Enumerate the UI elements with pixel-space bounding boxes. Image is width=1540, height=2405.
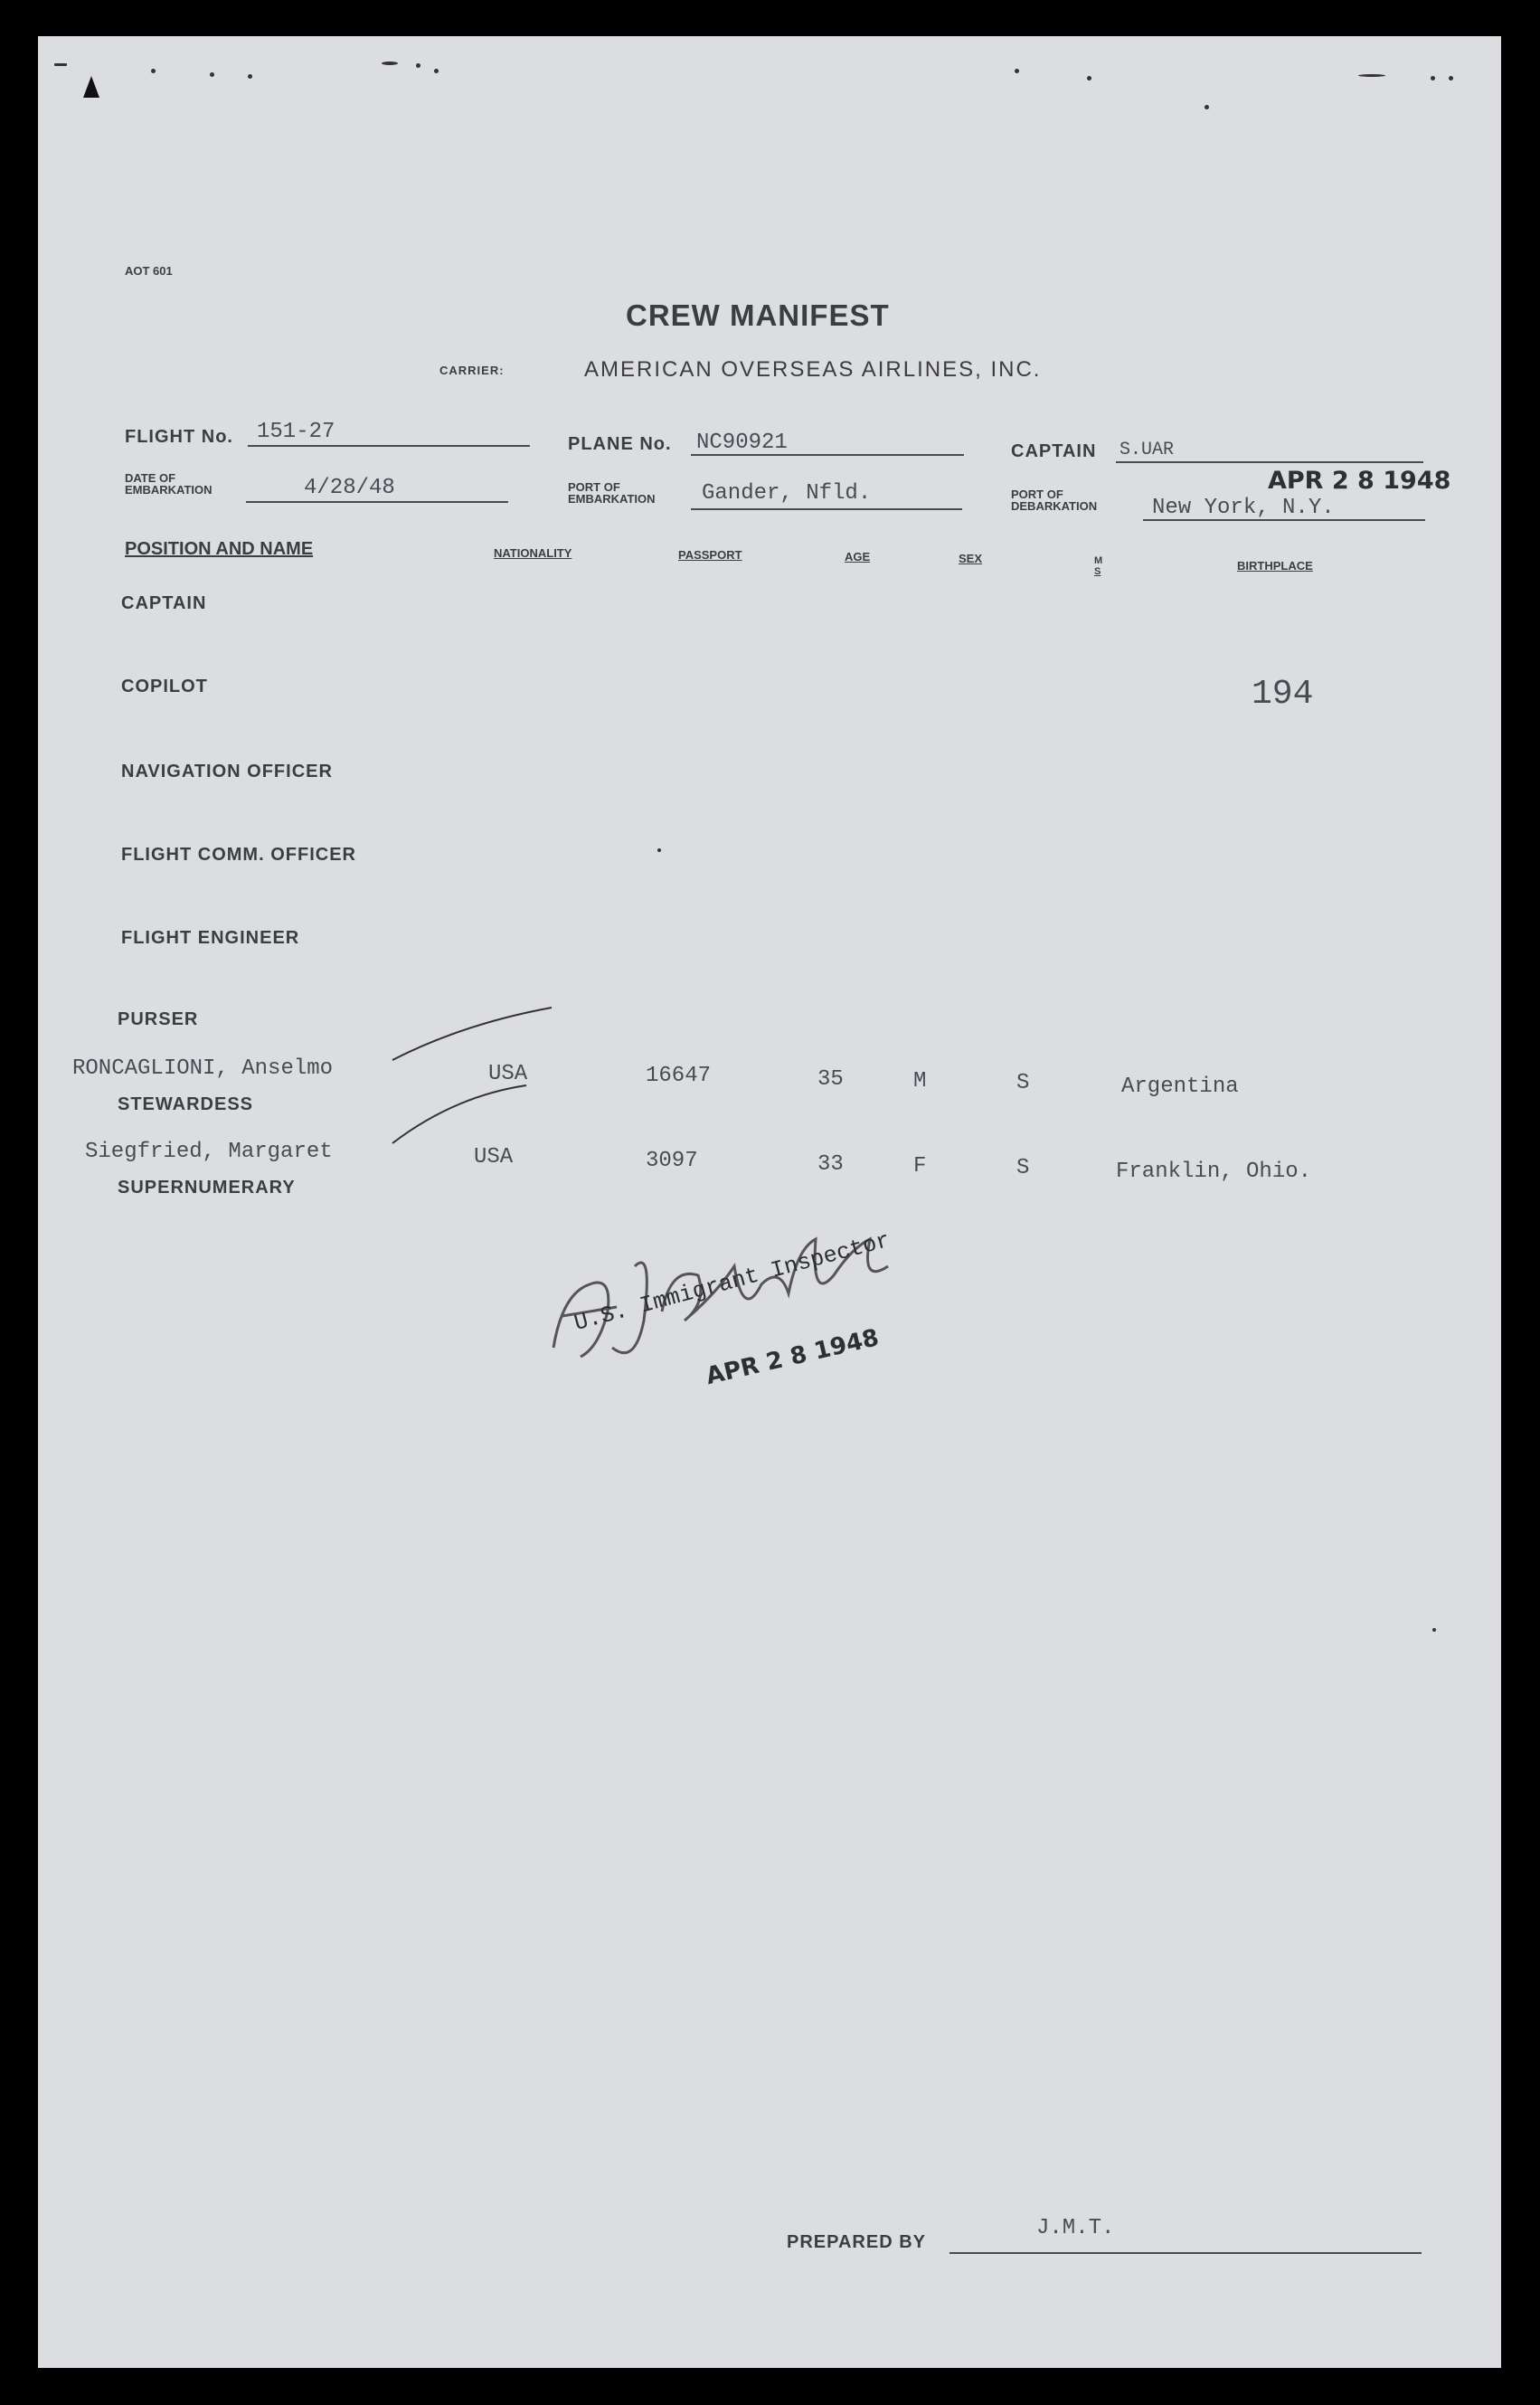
port-embarkation-label-line1: PORT OF [568,480,620,494]
column-header-position-name: POSITION AND NAME [125,539,314,559]
port-embarkation-label [568,481,656,505]
handwritten-arrow-marks [391,1006,562,1150]
port-debarkation-value: New York, N.Y. [1152,496,1335,520]
port-debarkation-label [1011,488,1097,512]
manifest-sheet [38,36,1501,2368]
captain-line [1116,461,1423,463]
flight-number-label: FLIGHT No. [125,427,233,447]
prepared-by-value: J.M.T. [1036,2216,1115,2240]
crew-row-2-marital: S [1016,1156,1030,1180]
position-captain: CAPTAIN [121,593,207,613]
scan-speck [1015,69,1019,73]
port-debarkation-line [1143,519,1425,521]
crew-row-1-name: RONCAGLIONI, Anselmo [72,1056,334,1081]
date-embarkation-value: 4/28/48 [304,476,395,500]
column-header-marital-bottom: S [1094,566,1101,577]
scan-speck [210,72,214,77]
date-embarkation-line [246,501,508,503]
column-header-age: AGE [845,550,871,563]
form-code: AOT 601 [125,264,173,278]
inspector-title: U.S. Immigrant Inspector [572,1226,893,1338]
column-header-sex: SEX [959,552,983,565]
scan-speck [416,63,420,68]
manifest-number: 194 [1252,675,1314,714]
scan-speck [54,63,67,66]
column-header-marital-top: M [1094,555,1103,566]
port-embarkation-line [691,508,962,510]
scan-speck [434,69,439,73]
column-header-nationality: NATIONALITY [494,546,572,560]
date-embarkation-label-line2: EMBARKATION [125,483,213,497]
scan-speck [1431,76,1435,80]
captain-value: S.UAR [1120,440,1175,460]
date-embarkation-label [125,472,213,496]
position-flight-engineer: FLIGHT ENGINEER [121,928,300,948]
crew-row-2-age: 33 [817,1152,844,1177]
crew-row-1-sex: M [913,1069,927,1094]
crew-row-1-age: 35 [817,1067,844,1092]
carrier-label: CARRIER: [439,364,505,377]
plane-number-line [691,454,964,456]
scan-speck [1432,1628,1436,1632]
crew-row-2-passport: 3097 [646,1149,698,1173]
date-stamp-top: APR 2 8 1948 [1268,467,1451,495]
scan-speck [1087,76,1091,80]
position-stewardess: STEWARDESS [118,1094,254,1114]
crew-row-1-nationality: USA [488,1062,528,1086]
crew-row-2-sex: F [913,1154,927,1179]
scan-mark-icon [83,76,99,98]
scan-speck [657,848,661,852]
plane-number-value: NC90921 [696,431,788,455]
port-debarkation-label-line1: PORT OF [1011,488,1063,501]
crew-row-1-birthplace: Argentina [1121,1075,1239,1099]
position-flight-comm-officer: FLIGHT COMM. OFFICER [121,845,356,865]
flight-number-value: 151-27 [257,420,335,444]
crew-row-2-nationality: USA [474,1145,514,1169]
position-supernumerary: SUPERNUMERARY [118,1178,296,1198]
position-purser: PURSER [118,1009,199,1029]
carrier-value: AMERICAN OVERSEAS AIRLINES, INC. [584,357,1042,382]
inspector-stamp [526,1212,997,1447]
scan-speck [151,69,156,73]
column-header-marital-status [1094,555,1102,577]
port-embarkation-value: Gander, Nfld. [702,481,872,506]
scan-speck [248,74,252,79]
prepared-by-label: PREPARED BY [787,2232,926,2252]
inspector-stamp-date: APR 2 8 1948 [704,1324,882,1391]
crew-row-1-passport: 16647 [646,1064,712,1088]
scan-speck [1449,76,1453,80]
crew-row-2-name: Siegfried, Margaret [85,1140,333,1164]
flight-number-line [248,445,530,447]
captain-label: CAPTAIN [1011,441,1097,461]
column-header-passport: PASSPORT [678,548,742,562]
port-embarkation-label-line2: EMBARKATION [568,492,656,506]
plane-number-label: PLANE No. [568,434,672,454]
date-embarkation-label-line1: DATE OF [125,471,176,485]
position-navigation-officer: NAVIGATION OFFICER [121,762,333,781]
scan-speck [1205,105,1209,109]
crew-row-2-birthplace: Franklin, Ohio. [1116,1160,1312,1184]
column-header-birthplace: BIRTHPLACE [1237,559,1313,573]
scan-speck [1358,74,1385,77]
prepared-by-line [950,2252,1422,2254]
scan-speck [382,62,398,65]
page-title: CREW MANIFEST [626,298,890,332]
port-debarkation-label-line2: DEBARKATION [1011,499,1098,513]
position-copilot: COPILOT [121,677,208,696]
crew-row-1-marital: S [1016,1071,1030,1095]
